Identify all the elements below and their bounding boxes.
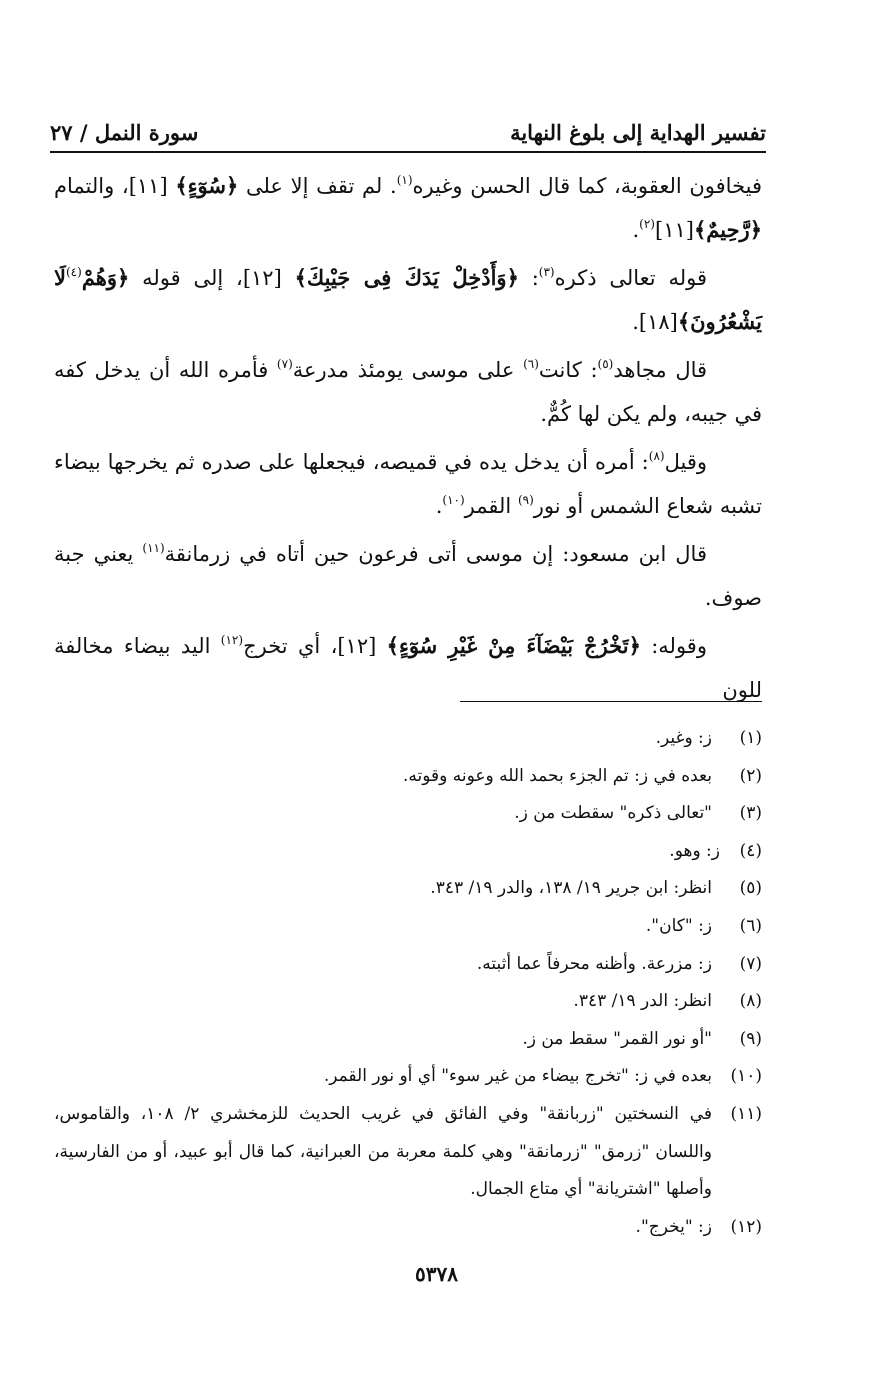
footnote-text: في النسختين "زربانقة" وفي الفائق في غريب الحديث للزمخشري ٢/ ١٠٨، والقاموس، واللسان "زرمق" "زرمانقة" وهي كلمة معربة من العبرانية، كما قال أبو عبيد، أو من الفارسية، وأصلها "اشتريانة" أي متاع الجمال. <box>54 1103 712 1200</box>
text-run: وقيل <box>664 450 707 474</box>
main-text <box>54 164 762 716</box>
verse-number: [١١] <box>654 218 694 242</box>
footnote-number: (٩) <box>739 1028 762 1049</box>
text-run: : كانت <box>538 358 598 382</box>
footnote-number: (٢) <box>739 765 762 786</box>
footnote-item <box>54 870 762 908</box>
footnote-number: (١١) <box>730 1103 762 1124</box>
footnote-ref: (٣) <box>538 265 555 279</box>
footnote-item <box>54 758 762 796</box>
footnote-ref: (٥) <box>597 357 614 371</box>
footnote-item <box>54 1021 762 1059</box>
footnote-text: ز: "يخرج". <box>635 1216 712 1237</box>
footnote-number: (١٠) <box>730 1066 762 1087</box>
footnote-number: (٥) <box>739 878 762 899</box>
paragraph-3 <box>54 348 762 436</box>
footnote-item <box>54 946 762 984</box>
paragraph-6 <box>54 624 762 712</box>
text-run: فيخافون العقوبة، كما قال الحسن وغيره <box>412 174 763 198</box>
footnote-number: (١٢) <box>730 1216 762 1237</box>
footnote-number: (٤) <box>739 840 762 861</box>
footnote-item <box>54 1096 762 1209</box>
text-run: . لم تقف إلا على <box>238 174 397 198</box>
footnote-item <box>54 908 762 946</box>
footnote-text: "تعالى ذكره" سقطت من ز. <box>514 803 712 824</box>
quran-quote: ﴿تَخْرُجْ بَيْضَآءَ مِنْ غَيْرِ سُوٓءٍ﴾ <box>386 633 641 658</box>
text-run: قوله تعالى ذكره <box>554 266 708 290</box>
text-run: [١٢]، أي تخرج <box>243 634 387 658</box>
text-run: : <box>518 266 539 290</box>
footnote-ref: (١١) <box>142 541 165 555</box>
footnote-text: ز: "كان". <box>645 915 712 936</box>
footnote-text: انظر: ابن جرير ١٩/ ١٣٨، والدر ١٩/ ٣٤٣. <box>430 878 712 899</box>
footnote-text: انظر: الدر ١٩/ ٣٤٣. <box>573 991 712 1012</box>
verse-number: [١٨]. <box>632 310 678 334</box>
text-run: يعني جبة صوف. <box>54 542 762 610</box>
footnote-number: (٧) <box>739 953 762 974</box>
footnote-ref: (١٢) <box>220 633 244 647</box>
footnote-ref: (٢) <box>639 217 655 231</box>
quran-quote: ﴿وَأَدْخِلْ يَدَكَ فِى جَيْبِكَ﴾ <box>294 265 519 290</box>
paragraph-1 <box>54 164 762 252</box>
quran-quote: ﴿وَهُمْ <box>81 265 130 290</box>
footnotes <box>54 720 762 1246</box>
text-run: : أمره أن يدخل يده في قميصه، فيجعلها على صدره ثم يخرجها بيضاء تشبه شعاع الشمس أو نور <box>54 450 762 518</box>
text-run: . <box>435 494 443 518</box>
footnote-item <box>54 983 762 1021</box>
footnote-ref: (٦) <box>523 357 539 371</box>
text-run: قال مجاهد <box>613 358 708 382</box>
footnote-item <box>54 833 762 871</box>
text-run: [١١]، والتمام <box>54 174 176 198</box>
text-run: فأمره الله أن يدخل كفه في جيبه، ولم يكن لها كُمٌّ. <box>54 358 762 426</box>
footnote-ref: (١٠) <box>442 493 465 507</box>
quran-quote: ﴿رَّحِيمٌ﴾ <box>693 217 762 242</box>
text-run: على موسى يومئذ مدرعة <box>292 358 524 382</box>
text-run: . <box>632 218 640 242</box>
footnote-ref: (١) <box>396 173 413 187</box>
paragraph-5 <box>54 532 762 620</box>
book-title: تفسير الهداية إلى بلوغ النهاية <box>510 120 766 145</box>
footnote-ref: (٤) <box>65 265 82 279</box>
footnote-text: ز: وغير. <box>655 728 712 748</box>
text-run: اليد بيضاء مخالفة للون <box>54 634 762 702</box>
footnote-text: ز: مزرعة. وأظنه محرفاً عما أثبته. <box>476 953 712 974</box>
footnote-text: بعده في ز: "تخرج بيضاء من غير سوء" أي أو نور القمر. <box>323 1066 712 1087</box>
footnote-number: (١) <box>739 728 762 748</box>
quran-quote: لَا يَشْعُرُونَ﴾ <box>54 265 762 334</box>
footnote-number: (٦) <box>739 915 762 936</box>
paragraph-2 <box>54 256 762 344</box>
footnote-text: "أو نور القمر" سقط من ز. <box>522 1028 712 1049</box>
footnote-item <box>54 795 762 833</box>
text-run: [١٢]، إلى قوله <box>129 266 295 290</box>
text-run: قال ابن مسعود: إن موسى أتى فرعون حين أتاه في زرمانقة <box>164 542 707 566</box>
footnote-ref: (٧) <box>276 357 293 371</box>
page-header <box>50 105 766 145</box>
footnote-text: بعده في ز: تم الجزء بحمد الله وعونه وقوته. <box>403 765 712 786</box>
quran-quote: ﴿سُوٓءٍ﴾ <box>175 173 239 198</box>
footnote-item <box>54 720 762 758</box>
text-run: القمر <box>464 494 518 518</box>
footnote-ref: (٩) <box>517 493 534 507</box>
footnote-ref: (٨) <box>648 449 665 463</box>
surah-reference: سورة النمل / ٢٧ <box>50 120 199 145</box>
footnote-number: (٨) <box>739 991 762 1012</box>
footnote-rule <box>460 701 762 702</box>
footnote-number: (٣) <box>739 803 762 824</box>
paragraph-4 <box>54 440 762 528</box>
footnote-item <box>54 1209 762 1247</box>
text-run: وقوله: <box>640 634 707 658</box>
page-number: ٥٣٧٨ <box>415 1262 458 1286</box>
footnote-text: ز: وهو. <box>669 840 720 861</box>
footnote-item <box>54 1058 762 1096</box>
header-rule <box>50 151 766 153</box>
